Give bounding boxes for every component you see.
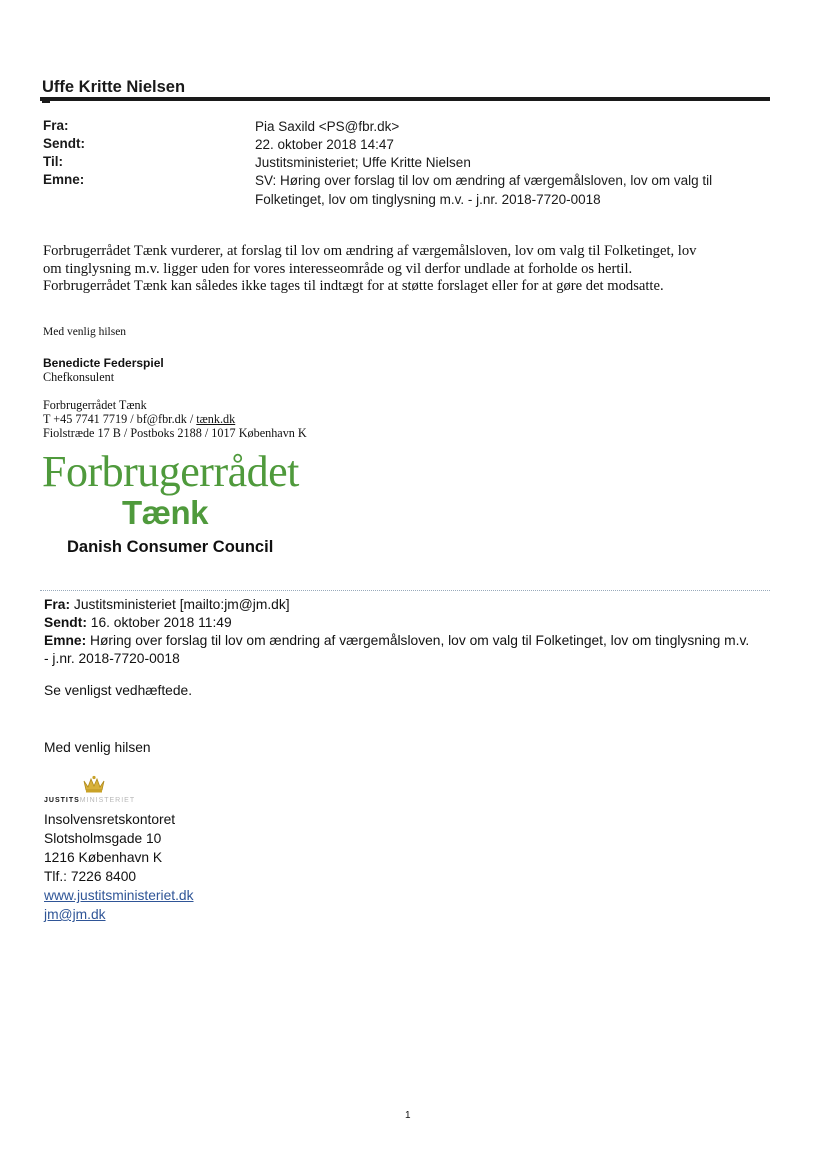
to-label: Til: xyxy=(43,154,63,169)
ministry-city: 1216 København K xyxy=(44,850,163,865)
forward-from-label: Fra: xyxy=(44,597,71,612)
logo-forbrugerraadet: Forbrugerrådet xyxy=(42,447,299,496)
document-owner-name: Uffe Kritte Nielsen xyxy=(42,78,186,96)
ministry-wordmark-light: MINISTERIET xyxy=(79,797,136,804)
ministry-address-block xyxy=(44,810,194,924)
ministry-office: Insolvensretskontoret xyxy=(44,812,176,827)
sent-value: 22. oktober 2018 14:47 xyxy=(255,137,394,152)
signature-contact-prefix: T +45 7741 7719 / bf@fbr.dk / xyxy=(43,412,197,426)
sent-label: Sendt: xyxy=(43,136,85,151)
header-rule-tick xyxy=(42,101,50,103)
signature-org: Forbrugerrådet Tænk xyxy=(43,398,147,412)
subject-value xyxy=(255,171,755,209)
ministry-street: Slotsholmsgade 10 xyxy=(44,831,162,846)
ministry-email-link[interactable]: jm@jm.dk xyxy=(44,907,106,922)
logo-taenk: Tænk xyxy=(122,494,209,531)
crown-icon xyxy=(82,775,106,793)
forward-sent-label: Sendt: xyxy=(44,615,87,630)
signature-website-link[interactable]: tænk.dk xyxy=(196,412,236,426)
forward-subject-line-1: Høring over forslag til lov om ændring af værgemålsloven, lov om valg til Folketinget, lov om tinglysning m.v. xyxy=(90,633,750,648)
ministry-phone: Tlf.: 7226 8400 xyxy=(44,869,137,884)
subject-line-1: SV: Høring over forslag til lov om ændring af værgemålsloven, lov om valg til xyxy=(255,173,713,188)
signature-title: Chefkonsulent xyxy=(43,370,115,384)
from-label: Fra: xyxy=(43,118,69,133)
ministry-website-link[interactable]: www.justitsministeriet.dk xyxy=(44,888,194,903)
body-line-2: om tinglysning m.v. ligger uden for vores interesseområde og vil derfor undlade at forholde os hertil. xyxy=(43,260,633,277)
forward-subject-label: Emne: xyxy=(44,633,87,648)
signature-contact-line xyxy=(43,412,307,426)
forward-sent-value: 16. oktober 2018 11:49 xyxy=(90,615,232,630)
header-rule xyxy=(40,97,770,101)
forward-subject-row xyxy=(44,632,784,668)
logo-english-name: Danish Consumer Council xyxy=(67,538,274,556)
body-line-1: Forbrugerrådet Tænk vurderer, at forslag til lov om ændring af værgemålsloven, lov om valg til Folketinget, lov xyxy=(43,243,697,259)
signature-address: Fiolstræde 17 B / Postboks 2188 / 1017 København K xyxy=(43,426,307,440)
page-number: 1 xyxy=(405,1110,411,1121)
message-body xyxy=(43,243,783,296)
forward-greeting: Med venlig hilsen xyxy=(44,740,151,755)
forward-subject-line-2: - j.nr. 2018-7720-0018 xyxy=(44,651,180,666)
forward-message: Se venligst vedhæftede. xyxy=(44,683,193,698)
ministry-wordmark-bold: JUSTITS xyxy=(44,797,80,804)
forward-from-row xyxy=(44,596,784,614)
signature-contact-block xyxy=(43,398,307,440)
signature-name: Benedicte Federspiel xyxy=(43,356,164,370)
subject-label: Emne: xyxy=(43,172,85,187)
from-value: Pia Saxild <PS@fbr.dk> xyxy=(255,119,400,134)
subject-line-2: Folketinget, lov om tinglysning m.v. - j.nr. 2018-7720-0018 xyxy=(255,192,601,207)
to-value: Justitsministeriet; Uffe Kritte Nielsen xyxy=(255,155,471,170)
ministry-wordmark xyxy=(44,797,135,804)
forward-from-value: Justitsministeriet [mailto:jm@jm.dk] xyxy=(73,597,290,612)
body-line-3: Forbrugerrådet Tænk kan således ikke tages til indtægt for at støtte forslaget eller for at gøre det modsatte. xyxy=(43,278,664,294)
forward-separator xyxy=(40,590,770,591)
forward-sent-row xyxy=(44,614,784,632)
signature-greeting: Med venlig hilsen xyxy=(43,326,127,338)
